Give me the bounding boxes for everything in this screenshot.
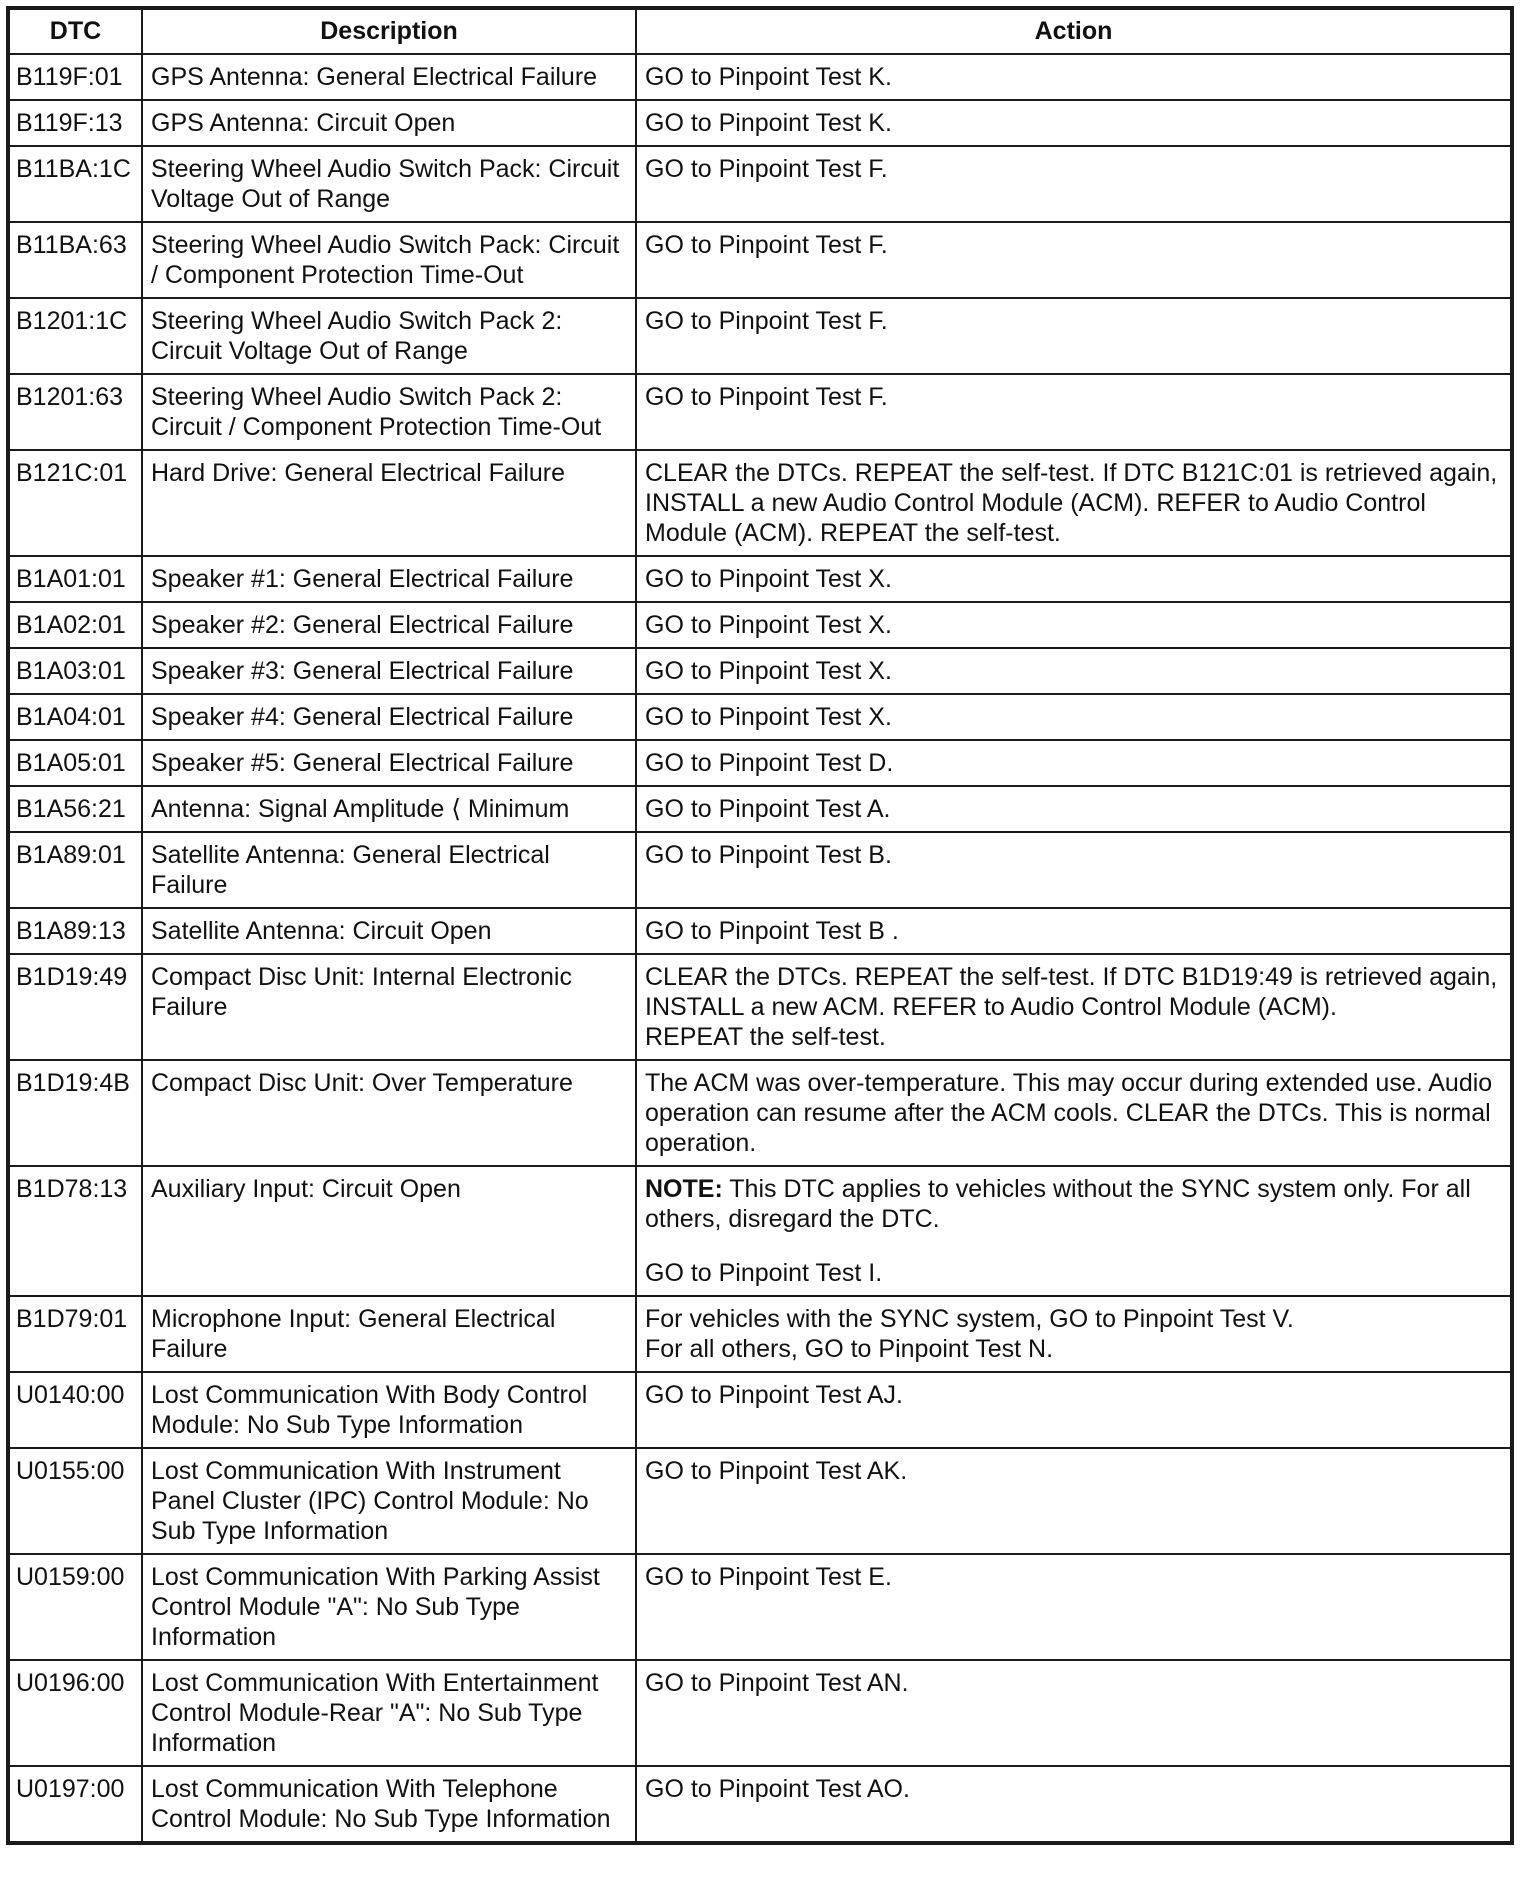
dtc-code: B1D78:13	[8, 1166, 142, 1296]
dtc-description: Steering Wheel Audio Switch Pack: Circuit / Component Protection Time-Out	[142, 222, 636, 298]
dtc-description: Lost Communication With Instrument Panel Cluster (IPC) Control Module: No Sub Type Information	[142, 1448, 636, 1554]
table-row	[8, 1660, 1512, 1766]
dtc-code: B1A02:01	[8, 602, 142, 648]
header-row	[8, 8, 1512, 54]
dtc-action: GO to Pinpoint Test AN.	[636, 1660, 1512, 1766]
dtc-code: B1A03:01	[8, 648, 142, 694]
table-row	[8, 1060, 1512, 1166]
dtc-action: GO to Pinpoint Test B .	[636, 908, 1512, 954]
dtc-action: GO to Pinpoint Test X.	[636, 602, 1512, 648]
table-row	[8, 222, 1512, 298]
dtc-action: GO to Pinpoint Test F.	[636, 146, 1512, 222]
dtc-description: Steering Wheel Audio Switch Pack 2: Circuit / Component Protection Time-Out	[142, 374, 636, 450]
dtc-action: CLEAR the DTCs. REPEAT the self-test. If DTC B121C:01 is retrieved again, INSTALL a new Audio Control Module (ACM). REFER to Audio Control Module (ACM). REPEAT the self-test.	[636, 450, 1512, 556]
dtc-action: GO to Pinpoint Test K.	[636, 100, 1512, 146]
dtc-action: GO to Pinpoint Test F.	[636, 298, 1512, 374]
dtc-description: GPS Antenna: General Electrical Failure	[142, 54, 636, 100]
dtc-code: U0159:00	[8, 1554, 142, 1660]
table-row	[8, 648, 1512, 694]
dtc-action: GO to Pinpoint Test X.	[636, 648, 1512, 694]
dtc-description: Auxiliary Input: Circuit Open	[142, 1166, 636, 1296]
dtc-action: GO to Pinpoint Test A.	[636, 786, 1512, 832]
table-row	[8, 1166, 1512, 1296]
dtc-action: GO to Pinpoint Test K.	[636, 54, 1512, 100]
dtc-description: Compact Disc Unit: Over Temperature	[142, 1060, 636, 1166]
dtc-action: GO to Pinpoint Test X.	[636, 556, 1512, 602]
table-row	[8, 1554, 1512, 1660]
dtc-description: Speaker #5: General Electrical Failure	[142, 740, 636, 786]
dtc-action: GO to Pinpoint Test AK.	[636, 1448, 1512, 1554]
dtc-description: Microphone Input: General Electrical Failure	[142, 1296, 636, 1372]
table-row	[8, 832, 1512, 908]
dtc-description: Hard Drive: General Electrical Failure	[142, 450, 636, 556]
dtc-code: B1A89:13	[8, 908, 142, 954]
dtc-action: GO to Pinpoint Test AO.	[636, 1766, 1512, 1843]
dtc-description: Speaker #3: General Electrical Failure	[142, 648, 636, 694]
dtc-description: Steering Wheel Audio Switch Pack: Circuit Voltage Out of Range	[142, 146, 636, 222]
table-row	[8, 298, 1512, 374]
dtc-action: GO to Pinpoint Test E.	[636, 1554, 1512, 1660]
dtc-code: B1D19:49	[8, 954, 142, 1060]
dtc-action: GO to Pinpoint Test B.	[636, 832, 1512, 908]
dtc-action: GO to Pinpoint Test F.	[636, 222, 1512, 298]
header-description: Description	[142, 8, 636, 54]
table-row	[8, 694, 1512, 740]
table-row	[8, 1448, 1512, 1554]
dtc-code: U0140:00	[8, 1372, 142, 1448]
dtc-action-with-note	[636, 1166, 1512, 1296]
dtc-description: Lost Communication With Entertainment Control Module-Rear "A": No Sub Type Information	[142, 1660, 636, 1766]
dtc-action: GO to Pinpoint Test F.	[636, 374, 1512, 450]
dtc-table	[6, 6, 1514, 1845]
dtc-code: B1A05:01	[8, 740, 142, 786]
table-row	[8, 908, 1512, 954]
dtc-code: B11BA:63	[8, 222, 142, 298]
dtc-action: The ACM was over-temperature. This may occur during extended use. Audio operation can resume after the ACM cools. CLEAR the DTCs. This is normal operation.	[636, 1060, 1512, 1166]
table-row	[8, 100, 1512, 146]
dtc-code: B1A89:01	[8, 832, 142, 908]
dtc-description: Speaker #2: General Electrical Failure	[142, 602, 636, 648]
table-row	[8, 146, 1512, 222]
table-row	[8, 740, 1512, 786]
dtc-action: GO to Pinpoint Test D.	[636, 740, 1512, 786]
dtc-action: GO to Pinpoint Test I.	[645, 1259, 883, 1287]
dtc-code: B1201:1C	[8, 298, 142, 374]
dtc-description: Compact Disc Unit: Internal Electronic Failure	[142, 954, 636, 1060]
table-row	[8, 954, 1512, 1060]
dtc-description: Antenna: Signal Amplitude ⟨ Minimum	[142, 786, 636, 832]
table-row	[8, 54, 1512, 100]
dtc-action: For vehicles with the SYNC system, GO to Pinpoint Test V. For all others, GO to Pinpoint Test N.	[636, 1296, 1512, 1372]
dtc-code: U0155:00	[8, 1448, 142, 1554]
table-row	[8, 450, 1512, 556]
dtc-action: GO to Pinpoint Test AJ.	[636, 1372, 1512, 1448]
dtc-code: B1A04:01	[8, 694, 142, 740]
dtc-code: B1201:63	[8, 374, 142, 450]
table-row	[8, 1372, 1512, 1448]
table-header	[8, 8, 1512, 54]
header-dtc: DTC	[8, 8, 142, 54]
note-text: This DTC applies to vehicles without the SYNC system only. For all others, disregard the DTC.	[645, 1175, 1471, 1233]
dtc-description: Lost Communication With Parking Assist Control Module "A": No Sub Type Information	[142, 1554, 636, 1660]
header-action: Action	[636, 8, 1512, 54]
table-row	[8, 786, 1512, 832]
dtc-description: Satellite Antenna: Circuit Open	[142, 908, 636, 954]
dtc-description: GPS Antenna: Circuit Open	[142, 100, 636, 146]
dtc-code: B1D79:01	[8, 1296, 142, 1372]
note-spacer	[645, 1234, 1502, 1258]
note-label: NOTE:	[645, 1175, 723, 1203]
dtc-action: CLEAR the DTCs. REPEAT the self-test. If DTC B1D19:49 is retrieved again, INSTALL a new ACM. REFER to Audio Control Module (ACM). REPEAT the self-test.	[636, 954, 1512, 1060]
dtc-description: Lost Communication With Telephone Control Module: No Sub Type Information	[142, 1766, 636, 1843]
dtc-code: B1A56:21	[8, 786, 142, 832]
dtc-code: B119F:01	[8, 54, 142, 100]
dtc-code: B1A01:01	[8, 556, 142, 602]
dtc-description: Satellite Antenna: General Electrical Failure	[142, 832, 636, 908]
dtc-description: Speaker #1: General Electrical Failure	[142, 556, 636, 602]
dtc-code: U0196:00	[8, 1660, 142, 1766]
table-row	[8, 1766, 1512, 1843]
dtc-code: B121C:01	[8, 450, 142, 556]
dtc-description: Speaker #4: General Electrical Failure	[142, 694, 636, 740]
table-row	[8, 1296, 1512, 1372]
table-row	[8, 374, 1512, 450]
dtc-description: Lost Communication With Body Control Module: No Sub Type Information	[142, 1372, 636, 1448]
dtc-code: B11BA:1C	[8, 146, 142, 222]
dtc-code: B1D19:4B	[8, 1060, 142, 1166]
dtc-code: U0197:00	[8, 1766, 142, 1843]
table-row	[8, 556, 1512, 602]
table-body	[8, 54, 1512, 1843]
dtc-description: Steering Wheel Audio Switch Pack 2: Circuit Voltage Out of Range	[142, 298, 636, 374]
dtc-action: GO to Pinpoint Test X.	[636, 694, 1512, 740]
table-row	[8, 602, 1512, 648]
dtc-code: B119F:13	[8, 100, 142, 146]
